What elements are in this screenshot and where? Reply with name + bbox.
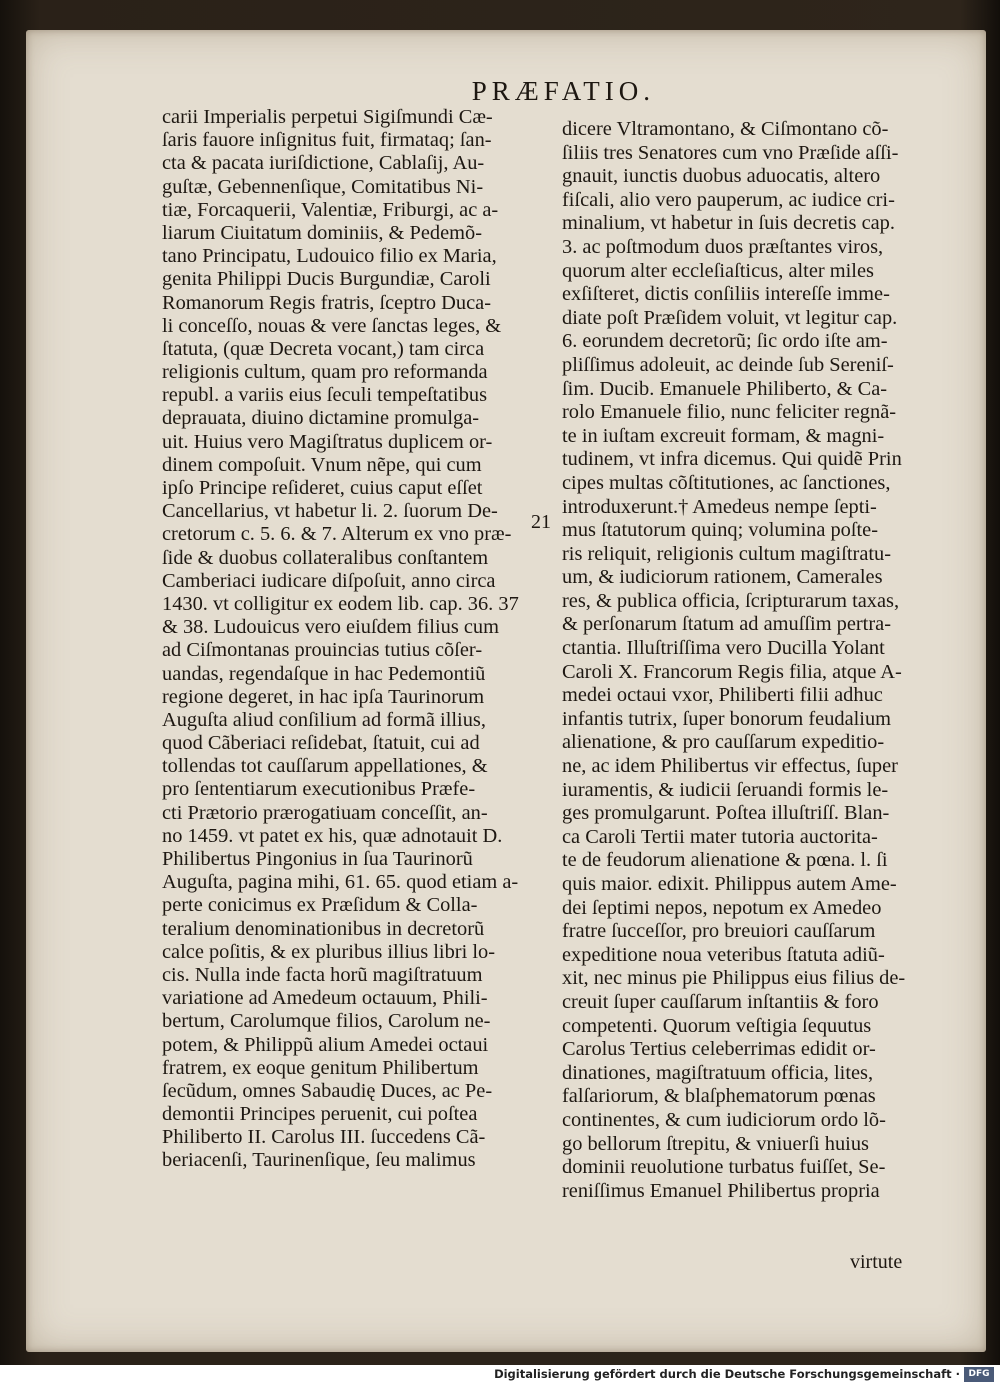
- text-line: cretorum c. 5. 6. & 7. Alterum ex vno præ-: [162, 523, 512, 546]
- text-line: te de feudorum alienatione & pœna. l. ſi: [562, 849, 888, 872]
- text-line: variatione ad Amedeum octauum, Phili-: [162, 987, 488, 1010]
- text-line: 3. ac poſtmodum duos præſtantes viros,: [562, 235, 884, 258]
- text-line: calce poſitis, & ex pluribus illius libri lo-: [162, 940, 496, 963]
- text-line: genita Philippi Ducis Burgundiæ, Caroli: [162, 268, 491, 291]
- text-line: ſaris fauore inſignitus fuit, firmataq; ſan-: [162, 129, 492, 152]
- text-line: expeditione noua veteribus ſtatuta adiũ-: [562, 943, 885, 966]
- text-line: creuit ſuper cauſſarum inſtantiis & foro: [562, 990, 879, 1013]
- text-line: cti Prætorio prærogatiuam conceſſit, an-: [162, 801, 488, 824]
- text-line: potem, & Philippũ alium Amedei octaui: [162, 1033, 489, 1056]
- text-line: republ. a variis eius ſeculi tempeſtatibus: [162, 384, 488, 407]
- text-line: reniſſimus Emanuel Philibertus propria: [562, 1179, 880, 1202]
- text-line: uandas, regendaſque in hac Pedemontiũ: [162, 662, 486, 685]
- text-line: res, & publica officia, ſcripturarum taxas,: [562, 589, 900, 612]
- text-line: dinationes, magiſtratuum officia, lites,: [562, 1061, 874, 1084]
- text-line: um, & iudiciorum rationem, Camerales: [562, 566, 883, 589]
- text-line: religionis cultum, quam pro reformanda: [162, 361, 488, 384]
- text-line: deprauata, diuino dictamine promulga-: [162, 407, 480, 430]
- text-line: Philiberto II. Carolus III. ſuccedens Cã-: [162, 1126, 486, 1149]
- text-line: minalium, vt habetur in ſuis decretis cap.: [562, 212, 895, 235]
- text-line: ſtatuta, (quæ Decreta vocant,) tam circa: [162, 337, 485, 360]
- text-line: infantis tutrix, ſuper bonorum feudalium: [562, 707, 892, 730]
- text-line: ſide & duobus collateralibus conſtantem: [162, 546, 489, 569]
- text-line: fratrem, ex eoque genitum Philibertum: [162, 1056, 479, 1079]
- text-line: tano Principatu, Ludouico filio ex Maria,: [162, 245, 497, 268]
- text-line: quod Cãberiaci reſidebat, ſtatuit, cui ad: [162, 732, 480, 755]
- left-text-column: [162, 106, 524, 1173]
- text-line: li conceſſo, nouas & vere ſanctas leges, &: [162, 314, 502, 337]
- dfg-logo: DFG: [964, 1367, 994, 1382]
- text-line: Camberiaci iudicare diſpoſuit, anno circa: [162, 569, 496, 592]
- text-line: Cancellarius, vt habetur li. 2. ſuorum De-: [162, 500, 498, 523]
- text-line: xit, nec minus pie Philippus eius filius de-: [562, 967, 906, 990]
- text-line: uit. Huius vero Magiſtratus duplicem or-: [162, 430, 493, 453]
- text-line: Auguſta aliud conſilium ad formã illius,: [162, 708, 486, 731]
- text-line: & perſonarum ſtatum ad amuſſim pertra-: [562, 613, 891, 636]
- footer-bar: [0, 1365, 1000, 1385]
- text-line: no 1459. vt patet ex his, quæ adnotauit D.: [162, 824, 503, 847]
- text-line: continentes, & cum iudiciorum ordo lõ-: [562, 1108, 886, 1131]
- text-line: diate poſt Præſidem voluit, vt legitur cap.: [562, 306, 898, 329]
- text-line: fratre ſucceſſor, pro breuiori cauſſarum: [562, 920, 876, 943]
- text-line: cipes multas cõſtitutiones, ac ſanctiones,: [562, 471, 891, 494]
- catchword: virtute: [850, 1251, 903, 1273]
- text-line: ſecũdum, omnes Sabaudię Duces, ac Pe-: [162, 1079, 493, 1102]
- text-line: teralium denominationibus in decretorũ: [162, 917, 485, 940]
- text-line: guſtæ, Gebennenſique, Comitatibus Ni-: [162, 175, 484, 198]
- text-line: dinem compoſuit. Vnum nẽpe, qui cum: [162, 453, 482, 476]
- text-line: tudinem, vt infra dicemus. Qui quidẽ Prin: [562, 448, 902, 471]
- text-line: gnauit, iunctis duobus aduocatis, altero: [562, 165, 881, 188]
- text-line: ad Ciſmontanas prouincias tutius cõſer-: [162, 639, 483, 662]
- text-line: 1430. vt colligitur ex eodem lib. cap. 36. 37: [162, 592, 519, 615]
- text-line: ne, ac idem Philibertus vir effectus, ſuper: [562, 755, 898, 778]
- text-line: tollendas tot cauſſarum appellationes, &: [162, 755, 488, 778]
- page-header: PRÆFATIO.: [471, 76, 655, 106]
- text-line: ſiliis tres Senatores cum vno Præſide aſſi-: [562, 141, 899, 164]
- text-line: pro ſententiarum executionibus Præfe-: [162, 778, 476, 801]
- text-line: Caroli X. Francorum Regis filia, atque A-: [562, 660, 902, 683]
- text-line: 6. eorundem decretorũ; ſic ordo iſte am-: [562, 330, 888, 353]
- text-line: falſariorum, & blaſphematorum pœnas: [562, 1085, 876, 1108]
- text-line: dicere Vltramontano, & Ciſmontano cõ-: [562, 118, 889, 140]
- text-line: rolo Emanuele filio, nunc feliciter regnã-: [562, 401, 897, 424]
- text-line: ctantia. Illuſtriſſima vero Ducilla Yolant: [562, 637, 885, 660]
- text-line: medei octaui vxor, Philiberti filii adhuc: [562, 684, 883, 707]
- text-line: competenti. Quorum veſtigia ſequutus: [562, 1014, 872, 1037]
- text-line: fiſcali, alio vero pauperum, ac iudice cri-: [562, 188, 895, 211]
- text-line: & 38. Ludouicus vero eiuſdem filius cum: [162, 616, 499, 639]
- text-line: quorum alter eccleſiaſticus, alter miles: [562, 259, 874, 282]
- text-line: alienatione, & pro cauſſarum expeditio-: [562, 731, 885, 754]
- text-line: pliſſimus adoleuit, ac deinde ſub Sereniſ-: [562, 353, 894, 376]
- margin-number: 21: [531, 511, 551, 533]
- text-line: regione degeret, in hac ipſa Taurinorum: [162, 685, 485, 708]
- text-line: beriacenſi, Taurinenſique, ſeu malimus: [162, 1149, 476, 1172]
- text-line: carii Imperialis perpetui Sigiſmundi Cæ-: [162, 106, 493, 128]
- text-line: ges promulgarunt. Poſtea illuſtriſſ. Blan-: [562, 802, 890, 825]
- text-line: mus ſtatutorum quinq; volumina poſte-: [562, 519, 879, 542]
- text-line: dominii reuolutione turbatus fuiſſet, Se-: [562, 1156, 886, 1179]
- text-line: ipſo Principe reſideret, cuius caput eſſet: [162, 477, 483, 499]
- text-line: Romanorum Regis fratris, ſceptro Duca-: [162, 291, 491, 314]
- funding-notice: Digitalisierung gefördert durch die Deutsche Forschungsgemeinschaft ·: [494, 1367, 960, 1381]
- text-line: liarum Ciuitatum dominiis, & Pedemõ-: [162, 221, 482, 244]
- text-line: demontii Principes peruenit, cui poſtea: [162, 1103, 478, 1126]
- text-line: Philibertus Pingonius in ſua Taurinorũ: [162, 848, 473, 870]
- text-line: go bellorum ſtrepitu, & vniuerſi huius: [562, 1132, 869, 1155]
- text-line: perte conicimus ex Præſidum & Colla-: [162, 894, 478, 917]
- text-line: iuramentis, & iudicii ſeruandi formis le-: [562, 778, 889, 801]
- text-line: cta & pacata iuriſdictione, Cablaſij, Au-: [162, 152, 485, 175]
- text-line: introduxerunt.† Amedeus nempe ſepti-: [562, 495, 877, 518]
- text-line: ſim. Ducib. Emanuele Philiberto, & Ca-: [562, 377, 888, 400]
- text-line: Carolus Tertius celeberrimas edidit or-: [562, 1038, 876, 1061]
- text-line: quis maior. edixit. Philippus autem Ame-: [562, 873, 897, 895]
- text-line: ca Caroli Tertii mater tutoria auctorita-: [562, 825, 878, 848]
- text-line: cis. Nulla inde facta horũ magiſtratuum: [162, 963, 483, 986]
- text-line: bertum, Carolumque filios, Carolum ne-: [162, 1010, 491, 1033]
- text-line: Auguſta, pagina mihi, 61. 65. quod etiam a-: [162, 871, 519, 894]
- right-text-column: [562, 118, 922, 1203]
- text-line: te in iuſtam excreuit formam, & magni-: [562, 424, 885, 447]
- text-line: dei ſeptimi nepos, nepotum ex Amedeo: [562, 896, 882, 919]
- text-line: tiæ, Forcaquerii, Valentiæ, Friburgi, ac a-: [162, 198, 499, 221]
- text-line: exſiſteret, dictis conſiliis intereſſe imme-: [562, 283, 890, 306]
- text-line: ris reliquit, religionis cultum magiſtratu-: [562, 542, 892, 565]
